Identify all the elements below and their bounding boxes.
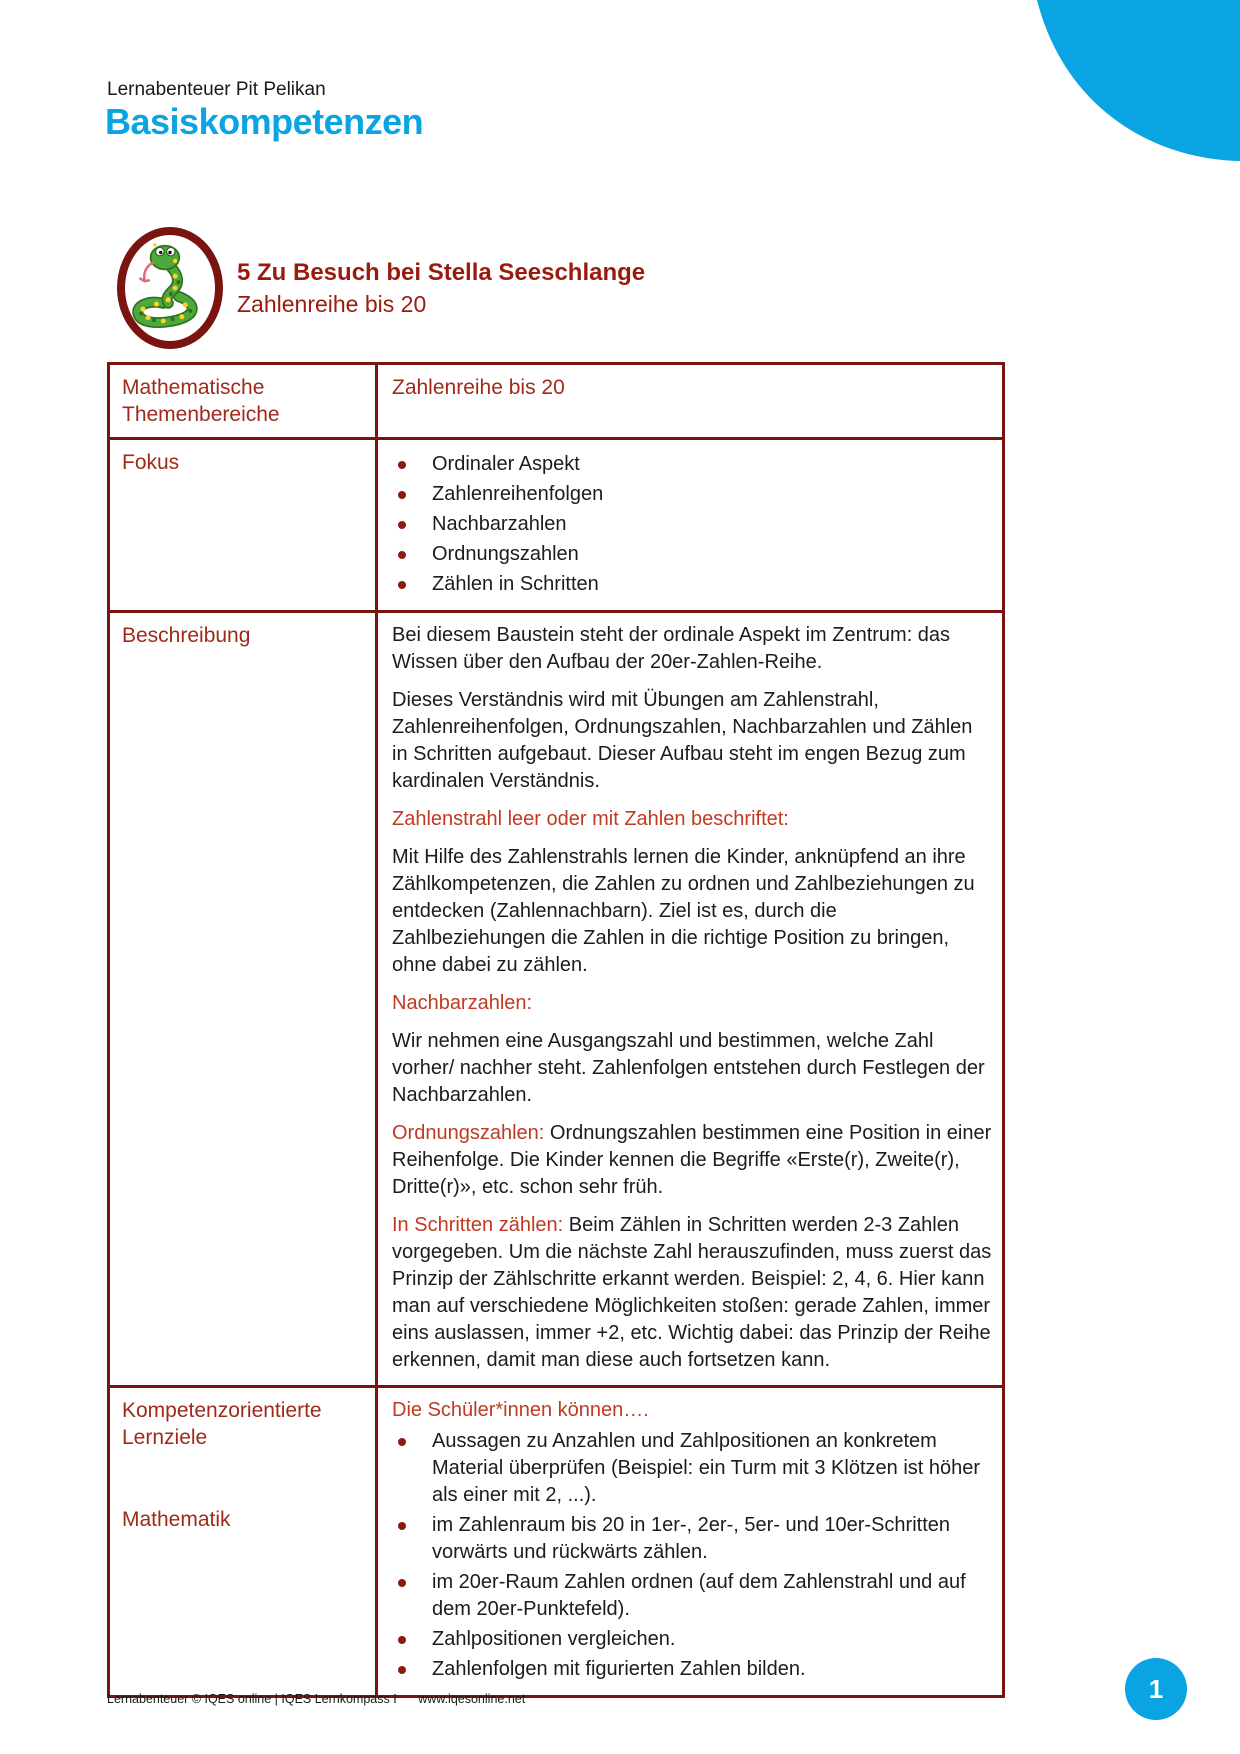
competency-table-wrap	[107, 362, 1005, 1698]
description-paragraph	[392, 1212, 992, 1374]
description-inline-heading: Ordnungszahlen:	[392, 1122, 550, 1144]
row-content-cell	[377, 364, 1004, 439]
bullet-item	[392, 571, 992, 598]
footer-url: www.iqesonline.net	[418, 1692, 526, 1706]
section-subtitle: Zahlenreihe bis 20	[237, 291, 427, 317]
section-title: 5 Zu Besuch bei Stella Seeschlange	[237, 259, 646, 286]
bullet-text: Zählen in Schritten	[432, 573, 599, 595]
blue-corner-decoration	[1032, 0, 1240, 166]
bullet-item	[392, 1656, 992, 1683]
description-inline-text: Beim Zählen in Schritten werden 2-3 Zahlen vorgegeben. Um die nächste Zahl herauszufinden, muss zuerst das Prinzip der Zählschritte erkannt werden. Beispiel: 2, 4, 6. Hier kann man auf verschiedene Möglichkeiten stoßen: gerade Zahlen, immer eins auslassen, immer +2, etc. Wichtig dabei: das Prinzip der Reihe erkennen, damit man diese auch fortsetzen kann.	[392, 1214, 992, 1371]
bullet-text: Zahlenfolgen mit figurierten Zahlen bilden.	[432, 1658, 806, 1680]
description-paragraph: Dieses Verständnis wird mit Übungen am Zahlenstrahl, Zahlenreihenfolgen, Ordnungszahlen, Nachbarzahlen und Zählen in Schritten aufgebaut. Dieser Aufbau steht im engen Bezug zum kardinalen Verständnis.	[392, 689, 973, 792]
bullet-item	[392, 1569, 992, 1623]
bullet-list	[392, 451, 992, 598]
row-content-cell	[377, 612, 1004, 1387]
row-label: Beschreibung	[122, 624, 251, 647]
snake-logo	[117, 227, 223, 349]
row-label: Fokus	[122, 451, 180, 474]
row-label-cell	[109, 439, 377, 612]
bullet-text: Aussagen zu Anzahlen und Zahlpositionen an konkretem Material überprüfen (Beispiel: ein Turm mit 3 Klötzen ist höher als einer mit 2, ...).	[432, 1430, 981, 1506]
bullet-icon	[398, 551, 406, 559]
bullet-item	[392, 541, 992, 568]
footer	[107, 1692, 525, 1706]
bullet-text: Ordinaler Aspekt	[432, 453, 580, 475]
bullet-text: Zahlenreihenfolgen	[432, 483, 604, 505]
row-label-cell	[109, 612, 377, 1387]
page-number-badge	[1125, 1658, 1187, 1720]
row-label-secondary: Mathematik	[122, 1508, 231, 1531]
bullet-item	[392, 1626, 992, 1653]
description-inline-text: Ordnungszahlen bestimmen eine Position in einer Reihenfolge. Die Kinder kennen die Begriffe «Erste(r), Zweite(r), Dritte(r)», etc. schon sehr früh.	[392, 1122, 992, 1198]
row-label: Kompetenzorientierte Lernziele	[122, 1399, 322, 1449]
table-row	[109, 364, 1004, 439]
snake-icon	[126, 236, 214, 340]
bullet-text: Nachbarzahlen	[432, 513, 567, 535]
row-content-cell	[377, 1387, 1004, 1697]
page-title: Basiskompetenzen	[105, 101, 424, 142]
description-heading: Nachbarzahlen:	[392, 992, 533, 1014]
footer-copyright: Lernabenteuer © IQES online | IQES Lernkompass I	[107, 1692, 397, 1706]
description-paragraph	[392, 1120, 992, 1201]
competency-table-body	[109, 364, 1004, 1697]
bullet-text: im Zahlenraum bis 20 in 1er-, 2er-, 5er- und 10er-Schritten vorwärts und rückwärts zählen.	[432, 1514, 951, 1563]
bullet-icon	[398, 581, 406, 589]
bullet-item	[392, 1428, 992, 1509]
row-value: Zahlenreihe bis 20	[392, 376, 565, 399]
bullet-item	[392, 451, 992, 478]
description-heading: Zahlenstrahl leer oder mit Zahlen beschriftet:	[392, 808, 789, 830]
description-paragraph: Bei diesem Baustein steht der ordinale Aspekt im Zentrum: das Wissen über den Aufbau der 20er-Zahlen-Reihe.	[392, 624, 951, 673]
bullet-text: im 20er-Raum Zahlen ordnen (auf dem Zahlenstrahl und auf dem 20er-Punktefeld).	[432, 1571, 966, 1620]
bullet-icon	[398, 1522, 406, 1530]
bullet-icon	[398, 1666, 406, 1674]
row-label-cell	[109, 1387, 377, 1697]
goals-intro: Die Schüler*innen können….	[392, 1399, 649, 1421]
bullet-icon	[398, 1438, 406, 1446]
document-eyebrow: Lernabenteuer Pit Pelikan	[107, 79, 326, 100]
page-number: 1	[1148, 1673, 1164, 1704]
row-content-cell	[377, 439, 1004, 612]
description-paragraph: Mit Hilfe des Zahlenstrahls lernen die Kinder, anknüpfend an ihre Zählkompetenzen, die Zahlen zu ordnen und Zahlbeziehungen zu entdecken (Zahlennachbarn). Ziel ist es, durch die Zahlbeziehungen die Zahlen in die richtige Position zu bringen, ohne dabei zu zählen.	[392, 846, 975, 976]
bullet-item	[392, 1512, 992, 1566]
competency-table	[107, 362, 1005, 1698]
bullet-item	[392, 511, 992, 538]
bullet-icon	[398, 521, 406, 529]
row-label-cell	[109, 364, 377, 439]
bullet-text: Ordnungszahlen	[432, 543, 579, 565]
bullet-icon	[398, 461, 406, 469]
description-inline-heading: In Schritten zählen:	[392, 1214, 569, 1236]
table-row	[109, 439, 1004, 612]
description-paragraph: Wir nehmen eine Ausgangszahl und bestimmen, welche Zahl vorher/ nachher steht. Zahlenfolgen entstehen durch Festlegen der Nachbarzahlen.	[392, 1030, 985, 1106]
bullet-icon	[398, 1579, 406, 1587]
bullet-text: Zahlpositionen vergleichen.	[432, 1628, 676, 1650]
table-row	[109, 1387, 1004, 1697]
table-row	[109, 612, 1004, 1387]
row-label: Mathematische Themenbereiche	[122, 376, 280, 426]
bullet-item	[392, 481, 992, 508]
bullet-list	[392, 1428, 992, 1683]
bullet-icon	[398, 1636, 406, 1644]
bullet-icon	[398, 491, 406, 499]
